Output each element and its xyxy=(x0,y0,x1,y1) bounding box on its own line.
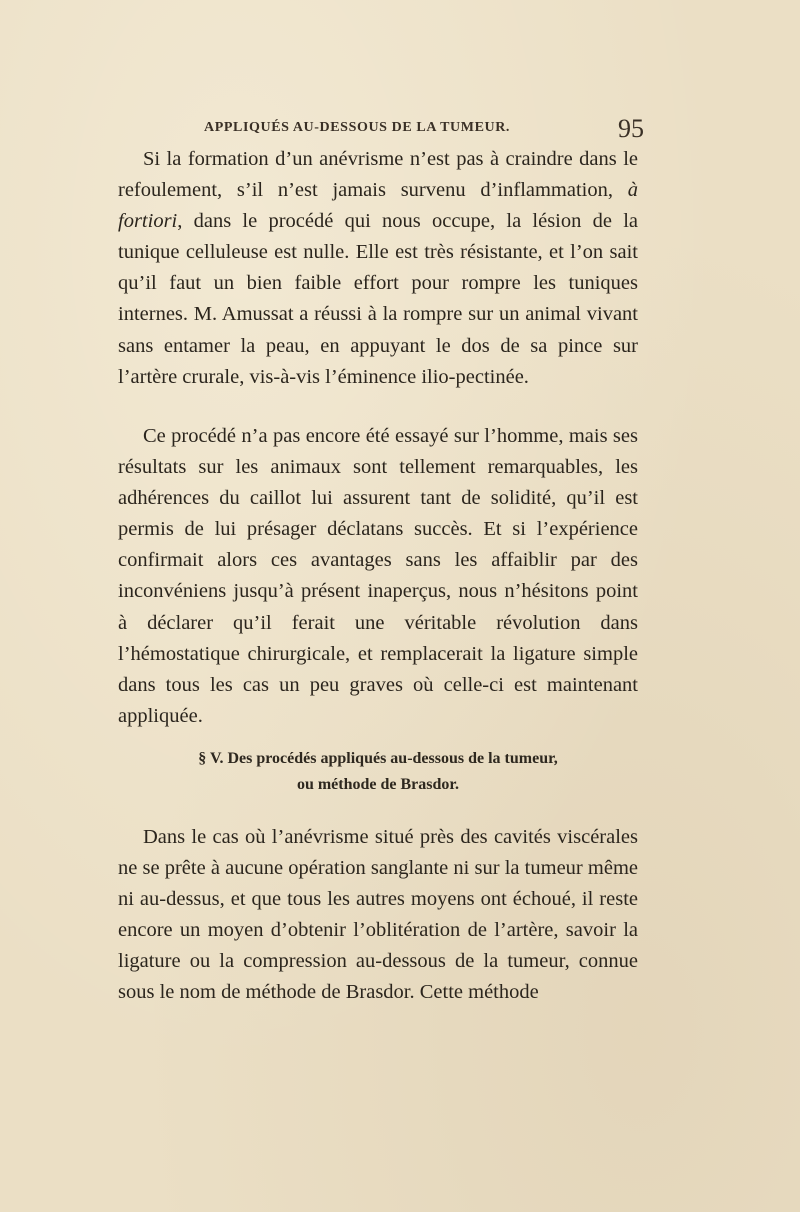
paragraph-2: Ce procédé n’a pas encore été essayé sur l’homme, mais ses résultats sur les animaux sont tellement remarquables, les adhérences du caillot lui assurent tant de solidité, qu’il est permis de lui présager déclatans succès. Et si l’expérience confirmait alors ces avantages sans les affaiblir par des inconvéniens jusqu’à présent inaperçus, nous n’hésitons point à déclarer qu’il ferait une véritable révolution dans l’hémostatique chirurgicale, et remplacerait la ligature simple dans tous les cas un peu graves où celle-ci est maintenant appliquée. xyxy=(118,425,638,727)
section-heading-line-2: ou méthode de Brasdor. xyxy=(296,776,460,793)
paragraph-2-block xyxy=(118,421,638,732)
paragraph-3: Dans le cas où l’anévrisme situé près des cavités viscérales ne se prête à aucune opération sanglante ni sur la tumeur même ni au-dessus, et que tous les autres moyens ont échoué, il reste encore un moyen d’obtenir l’oblitération de l’artère, savoir la ligature ou la compression au-dessous de la tumeur, connue sous le nom de méthode de Brasdor. Cette méthode xyxy=(118,826,638,1004)
running-head xyxy=(118,114,644,146)
paragraph-1 xyxy=(118,144,638,393)
running-title: APPLIQUÉS AU-DESSOUS DE LA TUMEUR. xyxy=(204,120,511,135)
paragraph-1-block xyxy=(118,144,638,393)
paragraph-1-text-b: , dans le procédé qui nous occupe, la lésion de la tunique celluleuse est nulle. Elle est très résistante, et l’on sait qu’il faut un bien faible effort pour rompre les tuniques internes. M. Amussat a réussi à la rompre sur un animal vivant sans entamer la peau, en appuyant le dos de sa pince sur l’artère crurale, vis-à-vis l’éminence ilio-pectinée. xyxy=(118,210,638,388)
page-number: 95 xyxy=(618,114,644,143)
section-heading xyxy=(118,746,638,798)
paragraph-1-text-a: Si la formation d’un anévrisme n’est pas à craindre dans le refoulement, s’il n’est jamais survenu d’inflammation, xyxy=(118,148,638,202)
paragraph-1-italic-phrase: à fortiori xyxy=(118,179,638,233)
paragraph-3-block xyxy=(118,822,638,1009)
section-heading-line-1: § V. Des procédés appliqués au-dessous de la tumeur, xyxy=(198,750,558,767)
